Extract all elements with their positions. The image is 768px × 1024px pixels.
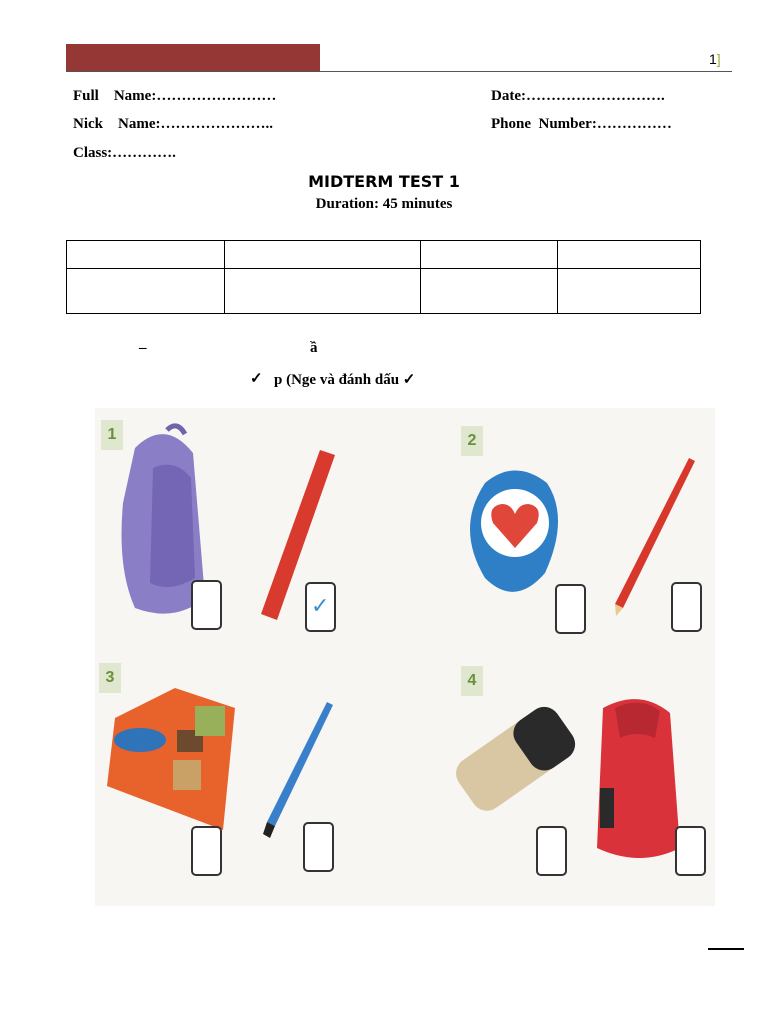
section-accent-char: ầ — [310, 340, 318, 356]
backpack-icon — [597, 699, 680, 858]
answer-checkbox[interactable] — [536, 826, 567, 876]
header-bar — [66, 44, 320, 71]
eraser-icon — [470, 471, 558, 592]
score-cell — [225, 269, 421, 314]
score-cell — [67, 269, 225, 314]
answer-checkbox[interactable] — [671, 582, 702, 632]
test-duration: Duration: 45 minutes — [315, 196, 453, 212]
score-table — [66, 240, 701, 314]
item-number: 2 — [461, 426, 483, 456]
score-cell — [67, 241, 225, 269]
section-instruction: p (Nge và đánh dấu ✓ — [274, 372, 416, 388]
check-mark-icon: ✓ — [311, 594, 330, 619]
answer-checkbox[interactable] — [303, 822, 334, 872]
score-cell — [421, 269, 558, 314]
answer-checkbox[interactable] — [191, 580, 222, 630]
item-number: 1 — [101, 420, 123, 450]
exercise-picture — [95, 408, 715, 906]
footer-rule — [708, 948, 744, 950]
score-cell — [558, 241, 701, 269]
exercise-illustrations — [95, 408, 715, 906]
nick-name-field[interactable]: Nick Name:………………….. — [73, 116, 273, 132]
answer-checkbox[interactable] — [305, 582, 336, 632]
check-mark-icon: ✓ — [402, 372, 416, 388]
class-field[interactable]: Class:…………. — [73, 145, 176, 161]
item-number: 3 — [99, 663, 121, 693]
eraser-icon — [450, 701, 582, 817]
test-title: MIDTERM TEST 1 — [308, 172, 460, 191]
check-mark-icon: ✓ — [250, 371, 263, 387]
date-field[interactable]: Date:………………………. — [491, 88, 665, 104]
header-rule — [66, 71, 732, 72]
score-cell — [421, 241, 558, 269]
section-dash: – — [139, 340, 147, 356]
answer-checkbox[interactable] — [191, 826, 222, 876]
full-name-field[interactable]: Full Name:…………………… — [73, 88, 277, 104]
item-number: 4 — [461, 666, 483, 696]
score-cell — [558, 269, 701, 314]
phone-number-field[interactable]: Phone Number:…………… — [491, 116, 672, 132]
pen-icon — [263, 702, 333, 838]
answer-checkbox[interactable] — [555, 584, 586, 634]
page-number: 1] — [709, 51, 721, 67]
book-icon — [107, 688, 235, 830]
answer-checkbox[interactable] — [675, 826, 706, 876]
score-cell — [225, 241, 421, 269]
